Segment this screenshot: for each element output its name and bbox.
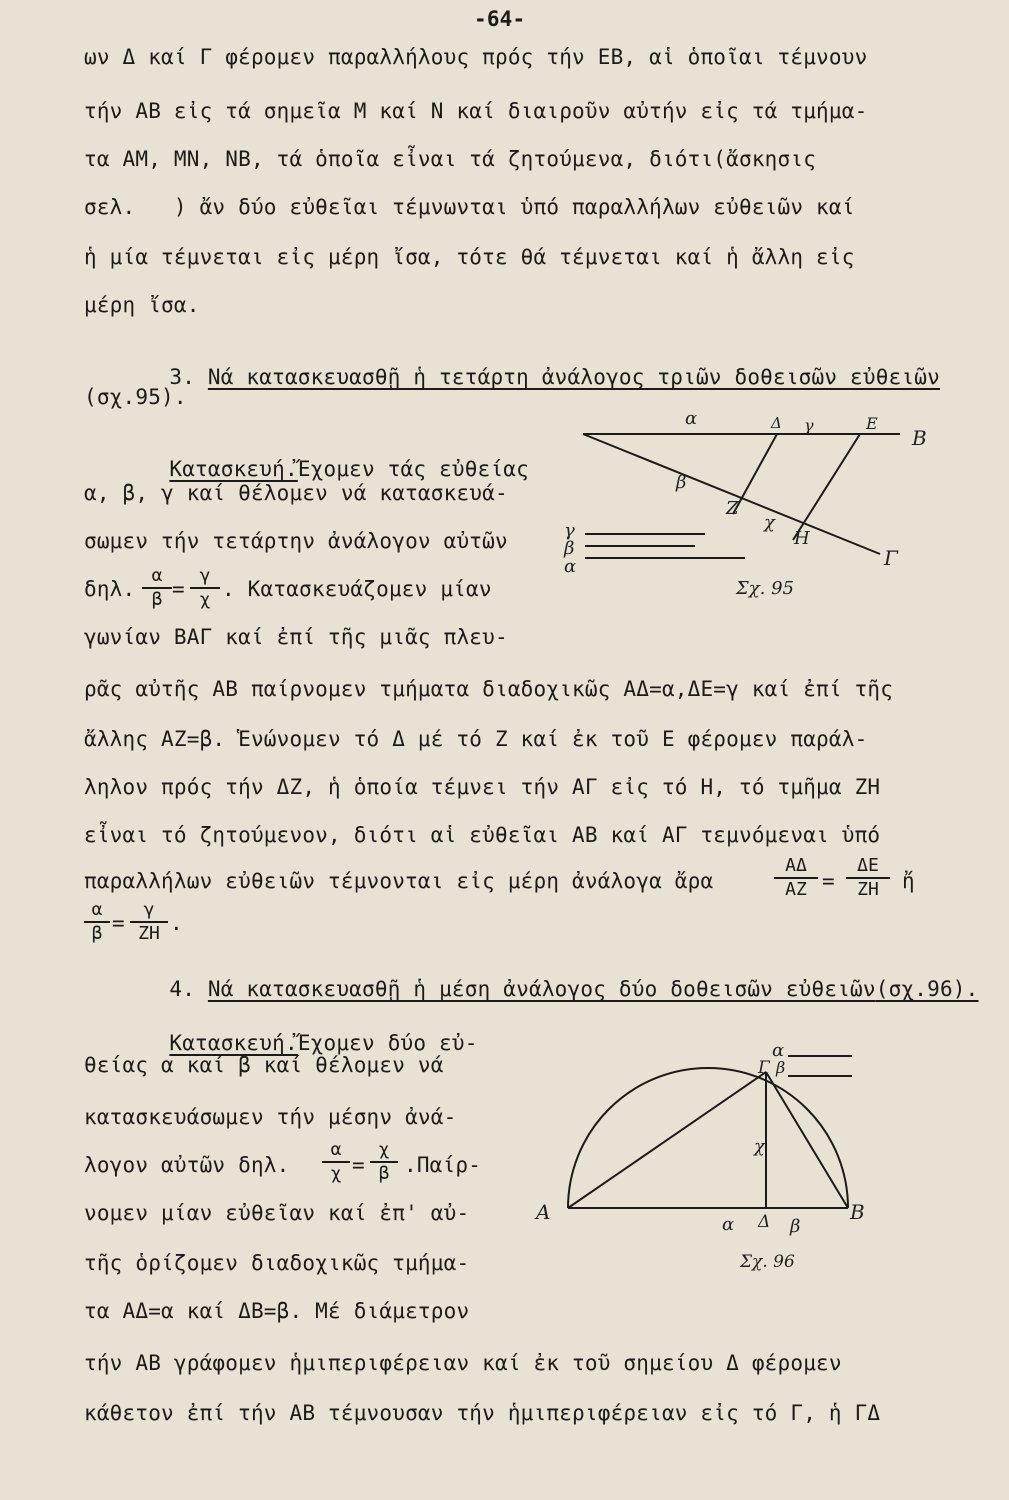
text-line: κάθετον ἐπί τήν ΑΒ τέμνουσαν τήν ἡμιπεριφέρειαν εἰς τό Γ, ἡ ΓΔ bbox=[84, 1401, 881, 1425]
fraction bbox=[846, 856, 890, 900]
fraction bbox=[322, 1140, 350, 1184]
denominator: χ bbox=[199, 589, 211, 610]
section-3-heading bbox=[118, 338, 940, 416]
fig95-label: α bbox=[685, 408, 698, 429]
numerator: α bbox=[151, 565, 163, 586]
text-line: ἡ μία τέμνεται εἰς μέρη ἴσα, τότε θά τέμνεται καί ἡ ἄλλη εἰς bbox=[84, 245, 855, 269]
fig95-label: Η bbox=[794, 528, 810, 549]
segment-eh bbox=[793, 434, 860, 540]
figure-reference: (σχ.96). bbox=[875, 977, 979, 1001]
chord-ag bbox=[568, 1072, 766, 1208]
fig96-label: α bbox=[722, 1214, 735, 1235]
text-span: Ἔχομεν τάς εὐθείας bbox=[297, 457, 529, 481]
text-line: θείας α καί β καί θέλομεν νά bbox=[84, 1053, 444, 1077]
fig95-label: β bbox=[676, 472, 687, 493]
fig95-label: χ bbox=[764, 512, 775, 533]
text-line: εἶναι τό ζητούμενον, διότι αἱ εὐθεῖαι ΑΒ καί ΑΓ τεμνόμεναι ὑπό bbox=[84, 823, 881, 847]
numerator: χ bbox=[378, 1139, 390, 1160]
text-line: α, β, γ καί θέλομεν νά κατασκευά- bbox=[84, 481, 508, 505]
text-line: σωμεν τήν τετάρτην ἀνάλογον αὐτῶν bbox=[84, 529, 508, 553]
fig96-label: Δ bbox=[758, 1212, 771, 1232]
numerator: ΔΕ bbox=[857, 855, 879, 876]
figure-96 bbox=[540, 1052, 880, 1222]
fig96-caption: Σχ. 96 bbox=[740, 1252, 795, 1272]
chord-gb bbox=[766, 1072, 848, 1208]
fraction bbox=[142, 566, 172, 610]
numerator: ΑΔ bbox=[785, 855, 807, 876]
section-title: Νά κατασκευασθῇ ἡ μέση ἀνάλογος δύο δοθεισῶν εὐθειῶν bbox=[207, 977, 876, 1001]
fig96-label: β bbox=[776, 1058, 786, 1077]
text-line: τῆς ὁρίζομεν διαδοχικῶς τμήμα- bbox=[84, 1251, 470, 1275]
fraction bbox=[190, 566, 220, 610]
denominator: β bbox=[151, 589, 163, 610]
denominator: ΑΖ bbox=[785, 879, 807, 900]
denominator: χ bbox=[330, 1163, 342, 1184]
page-number: -64- bbox=[474, 7, 526, 31]
text-line: γωνίαν ΒΑΓ καί ἐπί τῆς μιᾶς πλευ- bbox=[84, 625, 508, 649]
figure-reference: (σχ.95). bbox=[84, 385, 187, 409]
fig95-label: β bbox=[564, 538, 575, 559]
fig95-caption: Σχ. 95 bbox=[736, 578, 794, 599]
text-line: ληλον πρός τήν ΔΖ, ἡ ὁποία τέμνει τήν ΑΓ εἰς τό Η, τό τμῆμα ΖΗ bbox=[84, 775, 881, 799]
numerator: γ bbox=[143, 899, 155, 920]
text-line: τήν ΑΒ γράφομεν ἡμιπεριφέρειαν καί ἐκ τοῦ σημείου Δ φέρομεν bbox=[84, 1351, 842, 1375]
fig95-label: γ bbox=[804, 416, 814, 435]
section-number: 3. bbox=[169, 365, 208, 389]
construction-label: Κατασκευή. bbox=[169, 1031, 298, 1055]
numerator: α bbox=[330, 1139, 342, 1160]
fig96-label: Β bbox=[850, 1200, 865, 1224]
numerator: α bbox=[91, 899, 103, 920]
equals-sign: = bbox=[172, 577, 185, 601]
text-line: ρᾶς αὐτῆς ΑΒ παίρνομεν τμήματα διαδοχικῶς ΑΔ=α,ΔΕ=γ καί ἐπί τῆς bbox=[84, 677, 894, 701]
equals-sign: = bbox=[112, 911, 125, 935]
fig96-label: Α bbox=[536, 1200, 551, 1224]
fig95-label: γ bbox=[564, 520, 575, 541]
denominator: β bbox=[378, 1163, 390, 1184]
fig95-label: Β bbox=[912, 426, 927, 450]
fig96-label: α bbox=[772, 1040, 785, 1061]
denominator: ΖΗ bbox=[857, 879, 879, 900]
fig96-label: β bbox=[790, 1216, 801, 1237]
construction-label: Κατασκευή. bbox=[169, 457, 298, 481]
section-number: 4. bbox=[169, 977, 208, 1001]
text-line: παραλλήλων εὐθειῶν τέμνονται εἰς μέρη ἀνάλογα ἄρα bbox=[84, 869, 714, 893]
fig96-label: χ bbox=[754, 1136, 765, 1157]
text-line: λογον αὐτῶν δηλ. bbox=[84, 1153, 290, 1177]
fig95-label: α bbox=[564, 556, 577, 577]
fraction bbox=[774, 856, 818, 900]
text-line: ων Δ καί Γ φέρομεν παραλλήλους πρός τήν ΕΒ, αἱ ὁποῖαι τέμνουν bbox=[84, 45, 868, 69]
text-span: ἤ bbox=[902, 869, 915, 893]
fig96-label: Γ bbox=[758, 1058, 770, 1078]
text-line: κατασκευάσωμεν τήν μέσην ἀνά- bbox=[84, 1105, 457, 1129]
fraction bbox=[84, 900, 110, 944]
text-span: Ἔχομεν δύο εὐ- bbox=[297, 1031, 478, 1055]
fig95-label: Ε bbox=[866, 414, 878, 433]
fig95-label: Γ bbox=[884, 546, 898, 570]
text-line: μέρη ἴσα. bbox=[84, 293, 200, 317]
text-line: τήν ΑΒ εἰς τά σημεῖα Μ καί Ν καί διαιροῦν αὐτήν εἰς τά τμήμα- bbox=[84, 99, 868, 123]
denominator: ΖΗ bbox=[138, 923, 160, 944]
segment-dz bbox=[733, 434, 777, 514]
text-line: ἄλλης ΑΖ=β. Ἑνώνομεν τό Δ μέ τό Ζ καί ἐκ τοῦ Ε φέρομεν παράλ- bbox=[84, 727, 868, 751]
equals-sign: = bbox=[822, 869, 835, 893]
text-line: νομεν μίαν εὐθεῖαν καί ἐπ' αὐ- bbox=[84, 1201, 470, 1225]
text-line: τα ΑΜ, ΜΝ, ΝΒ, τά ὁποῖα εἶναι τά ζητούμενα, διότι(ἄσκησις bbox=[84, 147, 817, 171]
fig95-label: Ζ bbox=[726, 498, 739, 519]
equals-sign: = bbox=[352, 1153, 365, 1177]
ray-ag bbox=[583, 434, 880, 554]
figure-95 bbox=[555, 412, 955, 602]
fraction bbox=[130, 900, 168, 944]
text-line: τα ΑΔ=α καί ΔΒ=β. Μέ διάμετρον bbox=[84, 1299, 470, 1323]
denominator: β bbox=[91, 923, 103, 944]
text-span: .Παίρ- bbox=[404, 1153, 482, 1177]
fig95-label: Δ bbox=[771, 414, 782, 432]
section-title: Νά κατασκευασθῇ ἡ τετάρτη ἀνάλογος τριῶν δοθεισῶν εὐθειῶν bbox=[207, 365, 940, 389]
period: . bbox=[170, 911, 183, 935]
text-line: σελ. ) ἄν δύο εὐθεῖαι τέμνωνται ὑπό παραλλήλων εὐθειῶν καί bbox=[84, 195, 855, 219]
fraction bbox=[370, 1140, 398, 1184]
text-line: δηλ. bbox=[84, 577, 136, 601]
text-line: . Κατασκευάζομεν μίαν bbox=[222, 577, 492, 601]
numerator: γ bbox=[199, 565, 211, 586]
